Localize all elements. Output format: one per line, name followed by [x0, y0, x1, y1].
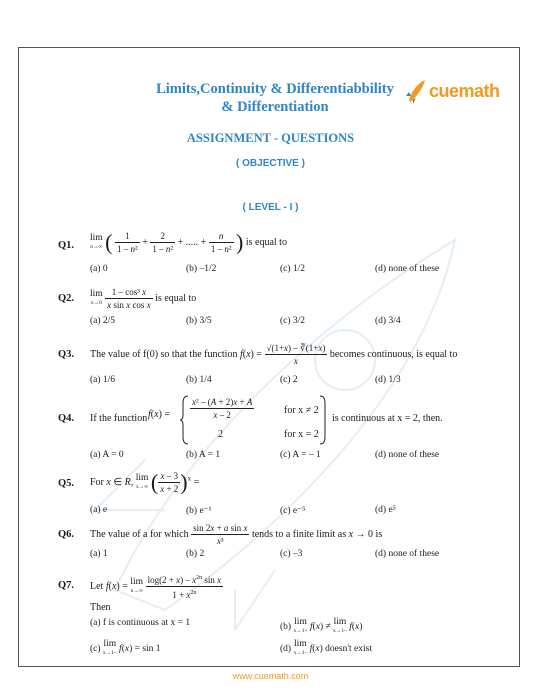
rocket-icon: [405, 78, 427, 104]
option-d: (d) 3/4: [375, 316, 401, 326]
q6-expression: The value of a for which $\frac{\text{sin 2x + a sin x}}{\text{x³}}$ tends to a finite limit as x → 0 is: [90, 523, 383, 546]
option-d: (d) none of these: [375, 264, 440, 274]
option-a: (a) 1/6: [90, 375, 116, 385]
bracket-icon: [318, 395, 328, 445]
q6-suffix2: is: [375, 528, 383, 540]
option-b: (b) A = 1: [186, 450, 221, 460]
logo-text: cuemath: [429, 81, 500, 101]
q1-suffix: is equal to: [245, 236, 287, 248]
q7-option-d: (d) lim x→1– f(x) doesn't exist: [280, 639, 372, 656]
option-b: (b) –1/2: [186, 264, 217, 274]
q1-expression: lim n→∞ ( $\frac{1}{\text{1 – n²}}$ + $\frac{2}{\text{1 – n²}}$ + ..... + $\frac{n}{\text{1 – n²}}$ ) is equal to: [90, 229, 287, 255]
question-number: Q6.: [58, 529, 75, 540]
option-a: (a) 0: [90, 264, 108, 274]
option-b: (b) 1/4: [186, 375, 212, 385]
question-number: Q2.: [58, 293, 75, 304]
option-b: (b) 3/5: [186, 316, 212, 326]
option-c: (c) 1/2: [280, 264, 306, 274]
q5-expression: For x ∈ R, lim x→∞ ( $\frac{x - 3}{x + 2}$ )$^x$ =: [90, 469, 200, 495]
option-d-suffix: doesn't exist: [325, 644, 372, 655]
q2-suffix: is equal to: [155, 292, 197, 304]
q3-suffix: becomes continuous, is equal to: [329, 348, 458, 360]
question-number: Q7.: [58, 580, 75, 591]
option-a: (a) 1: [90, 549, 108, 559]
title-line-1: Limits,Continuity & Differentiabbility: [156, 81, 394, 97]
option-d: (d) 1/3: [375, 375, 401, 385]
option-d: (d) none of these: [375, 549, 440, 559]
q7-expression: Let f(x) = lim n→∞ $\frac{\log(2 + x) - x^{2n} \sin x}{1 + x^{2n}}$: [90, 572, 223, 601]
document-title: [125, 80, 425, 116]
q6-suffix: tends to a finite limit as: [251, 528, 347, 540]
option-c-label: (c): [90, 644, 101, 655]
q7-prefix: Let: [90, 580, 104, 592]
option-c: (c) 3/2: [280, 316, 306, 326]
q5-prefix: For: [90, 476, 104, 488]
brace-icon: [180, 395, 190, 445]
option-c: (c) A = – 1: [280, 450, 321, 460]
q7-option-b: (b) lim x→1+ f(x) ≠ lim x→1– f(x): [280, 617, 363, 634]
option-c: (c) –3: [280, 549, 303, 559]
cuemath-logo: [405, 78, 500, 106]
footer-url[interactable]: www.cuemath.com: [232, 671, 309, 681]
q4-prefix: If the function: [90, 413, 148, 424]
limit-symbol: lim n→∞: [90, 232, 103, 250]
option-a: (a) f is continuous at x = 1: [90, 618, 191, 628]
option-a: (a) A = 0: [90, 450, 124, 460]
q6-prefix: The value of a for which: [90, 528, 189, 540]
type-heading: ( OBJECTIVE ): [236, 158, 305, 169]
option-a: (a) e: [90, 505, 108, 515]
option-b-label: (b): [280, 622, 292, 633]
q4-case1-expr: $\frac{\text{x² – (A + 2)x + A}}{x - 2}$: [192, 397, 253, 420]
question-number: Q1.: [58, 240, 75, 251]
question-number: Q3.: [58, 349, 75, 360]
q7-option-c: (c) lim x→1– f(x) = sin 1: [90, 639, 161, 656]
q2-expression: lim x→0 $\frac{\text{1 – cos³ x}}{\text{x sin x cos x}}$ is equal to: [90, 287, 197, 310]
q4-case2-cond: for x = 2: [284, 429, 319, 440]
option-b: (b) e⁻¹: [186, 506, 212, 516]
option-a: (a) 2/5: [90, 316, 116, 326]
option-c: (c) e⁻⁵: [280, 506, 306, 516]
option-d: (d) none of these: [375, 450, 440, 460]
title-line-2: & Differentiation: [221, 99, 329, 115]
q4-case2-expr: 2: [218, 429, 223, 440]
q3-expression: The value of f(0) so that the function f(x) = $\frac{√(1+x) - ∛(1+x)}{x}$ becomes continuous, is equal to: [90, 343, 458, 366]
option-c: (c) 2: [280, 375, 298, 385]
level-heading: ( LEVEL - I ): [242, 202, 299, 213]
q3-prefix: The value of f(0) so that the function: [90, 348, 238, 360]
option-d-label: (d): [280, 644, 292, 655]
q4-suffix: is continuous at x = 2, then.: [332, 413, 443, 424]
option-d: (d) e⁵: [375, 505, 396, 515]
q7-then: Then: [90, 602, 111, 613]
q4-case1-cond: for x ≠ 2: [284, 405, 319, 416]
question-number: Q5.: [58, 478, 75, 489]
q4-function: f(x) =: [148, 409, 171, 420]
question-number: Q4.: [58, 413, 75, 424]
section-heading: ASSIGNMENT - QUESTIONS: [186, 131, 355, 145]
option-b: (b) 2: [186, 549, 205, 559]
